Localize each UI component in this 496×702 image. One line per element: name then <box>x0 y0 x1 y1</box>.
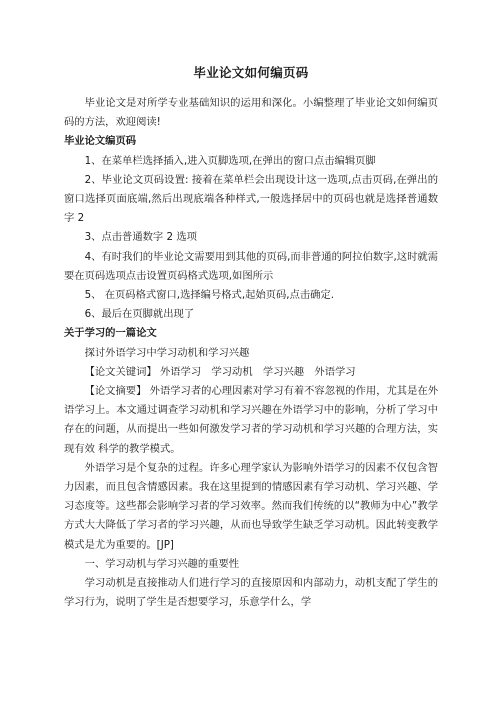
step-1: 1、在菜单栏选择插入,进入页脚选项,在弹出的窗口点击编辑页脚 <box>84 154 376 167</box>
step-2: 2、毕业论文页码设置: 接着在菜单栏会出现设计这一选项,点击页码,在弹出的窗口选择页面底端,然后出现底端各种样式,一般选择居中的页码也就是选择普通数字 2 <box>64 173 438 225</box>
subheading-importance: 一、学习动机与学习兴趣的重要性 <box>84 557 240 570</box>
body-paragraph-1: 外语学习是个复杂的过程。许多心理学家认为影响外语学习的因素不仅包含智力因素，而且包含情感因素。我在这里提到的情感因素有学习动机、学习兴趣、学习态度等。这些都会影响学习者的学习效率。然而我们传统的以“教师为中心”教学方式大大降低了学习者的学习兴趣，从而也导致学生缺乏学习动机。因此转变教学模式是尤为重要的。[JP] <box>64 461 438 551</box>
step-5: 5、 在页码格式窗口,选择编号格式,起始页码,点击确定. <box>84 289 335 302</box>
section-heading-page-numbers: 毕业论文编页码 <box>64 135 137 148</box>
step-4: 4、有时我们的毕业论文需要用到其他的页码,而非普通的阿拉伯数字,这时就需要在页码选项点击设置页码格式选项,如图所示 <box>64 250 438 282</box>
paper-abstract: 【论文摘要】 外语学习者的心理因素对学习有着不容忽视的作用，尤其是在外语学习上。本文通过调查学习动机和学习兴趣在外语学习中的影响，分析了学习中存在的问题，从而提出一些如何激发学习者的学习动机和学习兴趣的合理方法，实现有效 科学的教学模式。 <box>64 385 438 455</box>
paper-keywords: 【论文关键词】 外语学习 学习动机 学习兴趣 外语学习 <box>84 365 356 378</box>
section-heading-study-paper: 关于学习的一篇论文 <box>64 327 157 340</box>
step-6: 6、最后在页脚就出现了 <box>84 308 195 321</box>
paper-title: 探讨外语学习中学习动机和学习兴趣 <box>84 346 250 359</box>
step-3: 3、点击普通数字 2 选项 <box>84 231 197 244</box>
body-paragraph-2: 学习动机是直接推动人们进行学习的直接原因和内部动力，动机支配了学生的学习行为，说明了学生是否想要学习，乐意学什么，学 <box>64 577 438 609</box>
document-title: 毕业论文如何编页码 <box>193 65 309 80</box>
intro-paragraph: 毕业论文是对所学专业基础知识的运用和深化。小编整理了毕业论文如何编页码的方法，欢迎阅读! <box>64 97 438 129</box>
